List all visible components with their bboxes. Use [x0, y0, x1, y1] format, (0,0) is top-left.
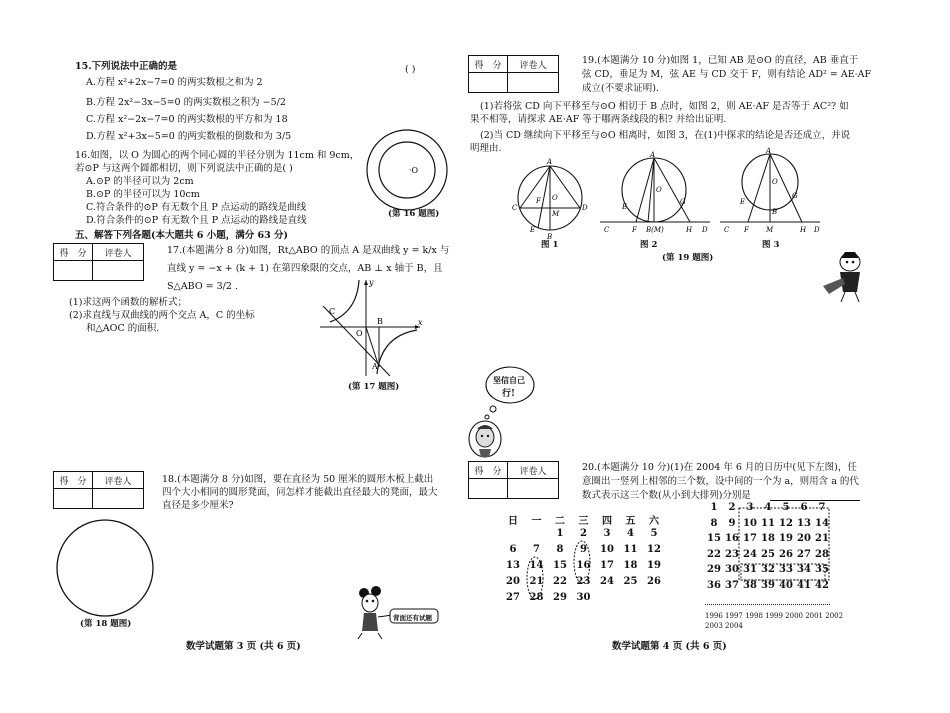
q20-answer-blank[interactable] [770, 500, 860, 501]
q19-f3-d: D [814, 226, 820, 234]
grader-cell[interactable] [93, 261, 144, 281]
grid-number: 18 [761, 533, 775, 544]
grid-number: 29 [707, 564, 721, 575]
calendar-day: 21 [529, 576, 544, 587]
q19-f3-f: F [744, 226, 749, 234]
grid-number: 19 [779, 533, 793, 544]
calendar-day: 26 [647, 576, 661, 587]
q16-figure-caption: (第 16 题图) [388, 209, 440, 219]
score-label: 得 分 [54, 472, 93, 489]
q19-part1a: (1)若将弦 CD 向下平移至与⊙O 相切于 B 点时，如图 2，则 AE·AF 是否等于 AC²? 如 [480, 101, 849, 112]
q19-f2-o: O [656, 186, 662, 194]
calendar-day: 6 [509, 544, 517, 555]
q18-score-table [53, 471, 144, 509]
calendar-weekday-header: 五 [625, 516, 636, 527]
q19-f2-d: D [702, 226, 708, 234]
calendar-weekday-header: 日 [508, 516, 518, 527]
q16-option-b: B.⊙P 的半径可以为 10cm [86, 189, 200, 200]
grid-number: 21 [815, 533, 829, 544]
section5-heading: 五、解答下列各题(本大题共 6 小题，满分 63 分) [75, 230, 289, 241]
q19-f1-m: M [552, 210, 560, 218]
q15-option-b: B.方程 2x²−3x−5=0 的两实数根之积为 −5/2 [86, 97, 286, 108]
calendar-day: 28 [529, 592, 544, 603]
q16-concentric-circles-figure [365, 128, 450, 213]
q19-line2: 弦 CD，垂足为 M，弦 AE 与 CD 交于 F，则有结论 AD² = AE·AF [582, 69, 872, 80]
q17-hyperbola-figure [315, 276, 425, 381]
q15-option-c: C.方程 x²−2x−7=0 的两实数根的平方和为 18 [86, 114, 288, 125]
q16-option-a: A.⊙P 的半径可以为 2cm [86, 176, 194, 187]
calendar-weekday-header: 二 [555, 516, 565, 527]
grid-number: 13 [797, 517, 811, 529]
grid-number: 20 [797, 533, 811, 544]
calendar-day: 1 [556, 528, 564, 539]
grid-number: 24 [743, 548, 757, 560]
calendar-day: 10 [600, 544, 614, 555]
q19-score-table [468, 55, 559, 93]
q19-fig2-label: 图 2 [640, 240, 658, 250]
q15-option-a: A.方程 x²+2x−7=0 的两实数根之和为 2 [86, 77, 263, 88]
grader-label: 评卷人 [93, 472, 144, 489]
grid-number: 23 [725, 548, 739, 560]
q18-figure-caption: (第 18 题图) [80, 619, 132, 629]
q17-x-label: x [418, 318, 423, 327]
q19-figure-2 [600, 152, 710, 234]
grid-number: 14 [815, 517, 829, 529]
q17-a-label: A [372, 362, 378, 371]
q19-part2a: (2)当 CD 继续向下平移至与⊙O 相离时，如图 3，在(1)中探求的结论是否还成立，并说 [480, 130, 851, 141]
calendar-day: 12 [647, 544, 661, 555]
grid-number: 12 [779, 517, 793, 529]
bubble-text-line1: 坚信自己 [493, 375, 525, 385]
grid-number: 9 [728, 517, 736, 529]
q19-f2-f: F [632, 226, 637, 234]
grid-number: 15 [707, 533, 721, 544]
calendar-day: 4 [627, 528, 634, 539]
q19-f1-d: D [582, 204, 588, 212]
grader-cell[interactable] [93, 489, 144, 509]
q18-line3: 直径是多少厘米? [162, 500, 234, 511]
q20-line2: 意圈出一竖列上相邻的三个数，设中间的一个为 a，则用含 a 的代 [582, 476, 859, 487]
q17-b-label: B [377, 317, 383, 326]
q19-f1-b: B [547, 233, 553, 241]
calendar-day: 22 [553, 576, 567, 587]
grid-number: 4 [764, 502, 772, 513]
q19-f2-a: A [650, 151, 656, 159]
q19-figure-1 [510, 158, 595, 240]
score-cell[interactable] [469, 479, 508, 499]
grid-number: 39 [761, 579, 775, 591]
grader-label: 评卷人 [508, 462, 559, 479]
q19-f3-o: O [772, 178, 778, 186]
calendar-day: 7 [533, 544, 540, 555]
grid-number: 6 [800, 502, 808, 513]
q17-c-label: C [329, 307, 336, 316]
calendar-day: 19 [647, 560, 661, 571]
grid-number: 16 [725, 533, 739, 544]
q15-option-d: D.方程 x²+3x−5=0 的两实数根的倒数和为 3/5 [86, 131, 292, 142]
q17-line1: 17.(本题满分 8 分)如图，Rt△ABO 的顶点 A 是双曲线 y = k/x 与 [167, 245, 450, 256]
calendar-circled-marks [508, 514, 648, 614]
calendar-day: 29 [553, 592, 567, 603]
calendar-day: 18 [623, 560, 638, 571]
calendar-day: 14 [529, 560, 544, 571]
years-line-2: 2003 2004 [705, 622, 743, 630]
score-cell[interactable] [54, 261, 93, 281]
calendar-day: 5 [650, 528, 658, 539]
calendar-weekday-header: 三 [578, 516, 589, 527]
grader-label: 评卷人 [93, 244, 144, 261]
q19-line1: 19.(本题满分 10 分)如图 1，已知 AB 是⊙O 的直径，AB 垂直于 [582, 55, 859, 66]
grid-number: 37 [725, 579, 739, 591]
q19-f3-e: E [740, 198, 746, 206]
q16-option-d: D.符合条件的⊙P 有无数个且 P 点运动的路线是直线 [86, 215, 307, 226]
q20-line3: 数式表示这三个数(从小到大排列)分别是 [582, 490, 751, 501]
calendar-day: 24 [600, 576, 614, 587]
grader-label: 评卷人 [508, 56, 559, 73]
calendar-day: 17 [600, 560, 614, 571]
q19-f2-h: H [686, 226, 693, 234]
calendar-day: 3 [603, 528, 611, 539]
grid-number: 17 [743, 533, 757, 544]
grid-number: 7 [818, 502, 826, 513]
grid-number: 10 [743, 517, 757, 529]
grid-number: 42 [815, 579, 829, 591]
page3-footer: 数学试题第 3 页 (共 6 页) [186, 641, 301, 652]
calendar-day: 15 [553, 560, 567, 571]
calendar-weekday-header: 六 [649, 516, 659, 527]
q17-part2b: 和△AOC 的面积. [86, 323, 160, 334]
calendar-day: 27 [506, 592, 520, 603]
q19-f3-g: G [792, 192, 798, 200]
q15-stem: 15.下列说法中正确的是 [75, 61, 178, 72]
q16-line1: 16.如图，以 O 为圆心的两个同心圆的半径分别为 11cm 和 9cm， [75, 150, 360, 161]
score-label: 得 分 [54, 244, 93, 261]
grid-number: 8 [710, 517, 718, 529]
q19-f1-o: O [552, 194, 558, 202]
q19-line3: 成立(不要求证明). [582, 83, 659, 94]
q19-f3-a: A [766, 147, 772, 155]
grader-cell[interactable] [508, 479, 559, 499]
grid-number: 38 [743, 579, 757, 591]
score-cell[interactable] [469, 73, 508, 93]
q19-f2-c: C [604, 226, 610, 234]
score-cell[interactable] [54, 489, 93, 509]
q18-circle-figure [55, 518, 155, 618]
score-label: 得 分 [469, 462, 508, 479]
calendar-day: 11 [623, 544, 638, 555]
grid-number: 1 [710, 502, 718, 513]
q19-f2-g: G [680, 198, 686, 206]
calendar-day: 20 [506, 576, 520, 587]
grid-number: 40 [779, 579, 793, 591]
cartoon-figure-illustration [815, 250, 870, 305]
q19-fig3-label: 图 3 [762, 240, 780, 250]
q16-center-label: ·O [409, 166, 419, 175]
q16-option-c: C.符合条件的⊙P 有无数个且 P 点运动的路线是曲线 [86, 202, 307, 213]
grader-cell[interactable] [508, 73, 559, 93]
q19-f2-e: E [622, 203, 628, 211]
grid-number: 35 [815, 564, 829, 575]
q19-f1-e: E [530, 226, 536, 234]
cartoon-sign-text: 背面还有试题 [393, 614, 432, 622]
grid-number: 27 [797, 548, 811, 560]
q19-f3-m: M [766, 226, 774, 234]
q16-line2: 若⊙P 与这两个圆都相切，则下列说法中正确的是( ) [75, 163, 293, 174]
years-line-1: 1996 1997 1998 1999 2000 2001 2002 [705, 612, 844, 620]
grid-number: 25 [761, 548, 775, 560]
grid-number: 11 [761, 517, 775, 529]
q19-part1b: 果不相等，请探求 AE·AF 等于哪两条线段的积? 并给出证明. [470, 114, 727, 125]
calendar-day: 25 [623, 576, 638, 587]
grid-number: 26 [779, 548, 793, 560]
q17-part2a: (2)求直线与双曲线的两个交点 A，C 的坐标 [69, 310, 255, 321]
calendar-day: 30 [576, 592, 591, 603]
grid-number: 28 [815, 548, 829, 560]
bubble-text-line2: 行! [502, 389, 515, 399]
q17-score-table [53, 243, 144, 281]
q18-line2: 四个大小相同的圆形凳面，问怎样才能截出直径最大的凳面，最大 [162, 487, 438, 498]
grid-number: 41 [797, 579, 811, 591]
q18-line1: 18.(本题满分 8 分)如图，要在直径为 50 厘米的圆形木板上截出 [162, 474, 434, 485]
grid-number: 22 [707, 548, 721, 560]
grid-number: 2 [728, 502, 736, 513]
calendar-day: 9 [580, 544, 587, 555]
grid-number: 32 [761, 564, 775, 575]
q19-f2-bm: B(M) [646, 226, 664, 234]
q17-figure-caption: (第 17 题图) [348, 382, 400, 392]
calendar-weekday-header: 四 [602, 516, 612, 527]
q19-f3-b: B [772, 208, 778, 216]
q17-o-label: O [356, 329, 363, 338]
q19-figure-caption: (第 19 题图) [662, 253, 714, 263]
q20-score-table [468, 461, 559, 499]
calendar-day: 23 [576, 576, 591, 587]
grid-number: 3 [746, 502, 754, 513]
grid-number: 5 [782, 502, 790, 513]
grid-divider-line [705, 604, 830, 605]
q19-f1-a: A [547, 158, 553, 166]
q17-line3: S△ABO = 3/2 . [167, 281, 238, 292]
calendar-day: 16 [576, 560, 591, 571]
q19-f1-f: F [536, 197, 541, 205]
grid-number: 34 [797, 564, 811, 575]
grid-number: 33 [779, 564, 793, 575]
q17-y-label: y [369, 278, 374, 287]
q17-part1: (1)求这两个函数的解析式； [69, 297, 187, 308]
q19-f1-c: C [512, 204, 518, 212]
q19-f3-c: C [724, 226, 730, 234]
calendar-day: 8 [556, 544, 564, 555]
grid-dotted-rectangles [705, 508, 855, 608]
calendar-weekday-header: 一 [531, 516, 542, 527]
q19-figure-3 [720, 148, 820, 234]
q19-fig1-label: 图 1 [541, 240, 559, 250]
q19-f3-h: H [800, 226, 807, 234]
q19-part2b: 明理由. [470, 143, 502, 154]
score-label: 得 分 [469, 56, 508, 73]
grid-number: 31 [743, 564, 757, 575]
q15-answer-paren: ( ) [405, 64, 416, 75]
grid-number: 36 [707, 579, 721, 591]
q20-line1: 20.(本题满分 10 分)(1)在 2004 年 6 月的日历中(见下左图)，任 [582, 462, 857, 473]
calendar-day: 13 [506, 560, 520, 571]
q17-line2: 直线 y = −x + (k + 1) 在第四象限的交点，AB ⊥ x 轴于 B，且 [167, 263, 443, 274]
grid-number: 30 [725, 564, 739, 575]
calendar-day: 2 [580, 528, 587, 539]
page4-footer: 数学试题第 4 页 (共 6 页) [612, 641, 727, 652]
